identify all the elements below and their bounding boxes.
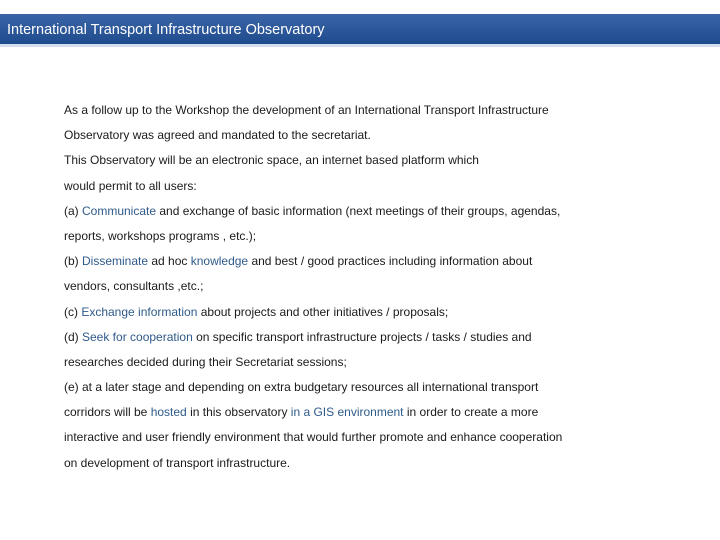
item-e-l2-rest: in order to create a more bbox=[403, 405, 539, 420]
intro-line-4: would permit to all users: bbox=[64, 178, 197, 193]
item-c-highlight: Exchange information bbox=[81, 304, 198, 319]
item-a-line-2: reports, workshops programs , etc.); bbox=[64, 228, 257, 243]
item-b-rest: and best / good practices including information about bbox=[248, 254, 533, 269]
item-d-highlight: Seek for cooperation bbox=[82, 329, 193, 344]
item-a-rest: and exchange of basic information (next meetings of their groups, agendas, bbox=[156, 203, 561, 218]
item-e-line-2 bbox=[64, 400, 649, 425]
item-b-mid: ad hoc bbox=[148, 254, 191, 269]
item-b-line-2: vendors, consultants ,etc.; bbox=[64, 279, 204, 294]
item-c-line-1 bbox=[64, 300, 649, 325]
item-b-line-1 bbox=[64, 249, 649, 274]
item-e-highlight-2: in a GIS environment bbox=[290, 405, 404, 420]
item-c-prefix: (c) bbox=[64, 304, 82, 319]
item-e-highlight-1: hosted bbox=[150, 405, 187, 420]
intro-line-1: As a follow up to the Workshop the development of an International Transport Infrastructure bbox=[64, 103, 549, 117]
item-d-line-1 bbox=[64, 325, 649, 350]
item-c-rest: about projects and other initiatives / proposals; bbox=[197, 304, 449, 319]
body-text bbox=[64, 98, 649, 476]
item-e-line-3: interactive and user friendly environment that would further promote and enhance cooperation bbox=[64, 430, 563, 445]
item-a-prefix: (a) bbox=[64, 203, 82, 218]
item-a-line-1 bbox=[64, 199, 649, 224]
item-a-highlight: Communicate bbox=[82, 203, 157, 218]
item-d-line-2: researches decided during their Secretariat sessions; bbox=[64, 354, 347, 369]
item-b-highlight-2: knowledge bbox=[190, 254, 249, 269]
title-divider bbox=[0, 44, 720, 47]
intro-line-2: Observatory was agreed and mandated to the secretariat. bbox=[64, 128, 371, 143]
item-b-prefix: (b) bbox=[64, 254, 82, 269]
slide-title-text: International Transport Infrastructure Observatory bbox=[7, 22, 325, 38]
item-e-line-4: on development of transport infrastructure. bbox=[64, 455, 291, 470]
item-e-line-1: (e) at a later stage and depending on extra budgetary resources all international transport bbox=[64, 380, 539, 395]
item-d-prefix: (d) bbox=[64, 329, 82, 344]
item-b-highlight-1: Disseminate bbox=[82, 254, 149, 269]
item-e-l2-pre: corridors will be bbox=[64, 405, 151, 420]
slide-title bbox=[0, 14, 720, 44]
item-d-rest: on specific transport infrastructure projects / tasks / studies and bbox=[192, 329, 532, 344]
intro-line-3: This Observatory will be an electronic space, an internet based platform which bbox=[64, 153, 479, 168]
item-e-l2-mid: in this observatory bbox=[186, 405, 291, 420]
